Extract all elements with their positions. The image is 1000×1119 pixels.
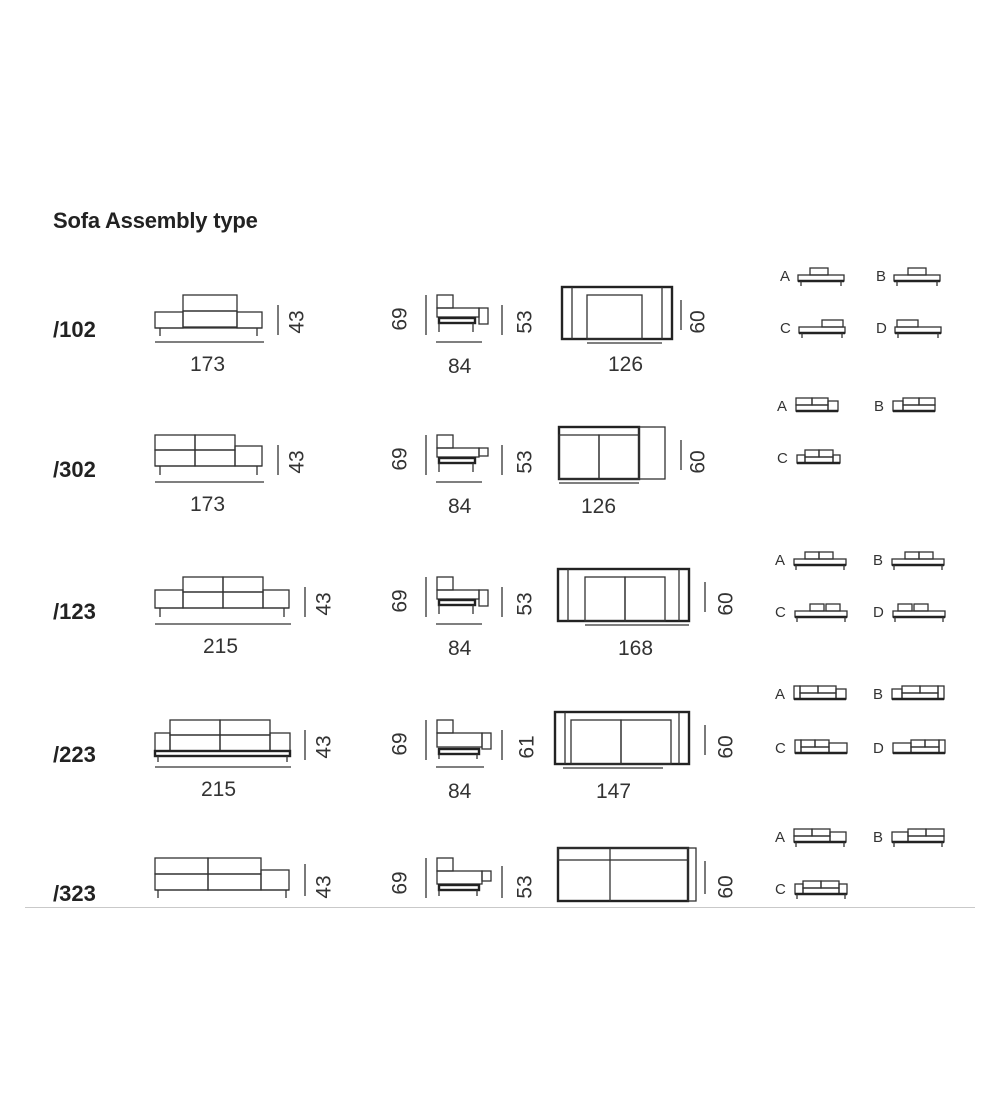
variant-b [873,826,949,848]
side-seat-height-label: 53 [513,310,537,334]
variant-letter: B [874,397,885,415]
variant-letter: C [775,603,786,621]
sofa-variant-icon [892,265,942,287]
sofa-variant-icon [792,601,852,623]
variant-letter: B [873,828,884,846]
top-depth-label: 60 [714,735,738,759]
variant-letter: B [873,551,884,569]
row-code: /123 [53,599,96,624]
front-height-label: 43 [312,875,336,899]
side-view-drawing [420,856,510,906]
variant-a [780,265,846,287]
variant-letter: B [876,267,887,285]
variant-c [775,601,852,623]
side-depth-label: 84 [448,495,472,518]
variant-letter: A [777,397,788,415]
top-depth-label: 60 [686,450,710,474]
assembly-row-223 [0,685,1000,825]
variant-letter: C [780,319,791,337]
front-width-label: 215 [201,778,237,801]
variant-letter: D [876,319,887,337]
side-depth-label: 84 [448,355,472,378]
top-width-label: 126 [608,353,644,376]
side-seat-height-label: 61 [515,735,539,759]
variant-d [876,317,943,339]
assembly-row-123 [0,542,1000,682]
variant-d [873,601,950,623]
sofa-variant-icon [792,878,852,900]
side-depth-label: 84 [448,637,472,660]
front-width-label: 173 [190,493,226,516]
variant-letter: D [873,603,884,621]
variant-d [873,737,950,759]
front-height-label: 43 [312,735,336,759]
top-view-drawing [557,285,707,350]
sofa-variant-icon [890,395,940,417]
variant-letter: D [873,739,884,757]
variant-letter: A [775,828,786,846]
front-width-label: 173 [190,353,226,376]
side-total-height-label: 69 [388,589,412,613]
row-code: /223 [53,742,96,767]
variant-c [775,878,852,900]
sofa-variant-icon [796,265,846,287]
side-total-height-label: 69 [388,871,412,895]
front-width-label: 215 [203,635,239,658]
top-depth-label: 60 [686,310,710,334]
side-view-drawing [420,715,510,775]
variant-c [777,447,844,469]
page-title: Sofa Assembly type [53,208,258,233]
sofa-variant-icon [794,447,844,469]
sofa-variant-icon [791,683,851,705]
sofa-variant-icon [889,549,949,571]
top-depth-label: 60 [714,875,738,899]
assembly-row-323 [0,826,1000,966]
front-height-label: 43 [312,592,336,616]
variant-letter: C [775,739,786,757]
side-seat-height-label: 53 [513,592,537,616]
top-width-label: 147 [596,780,632,803]
assembly-row-102 [0,260,1000,400]
variant-letter: A [780,267,791,285]
variant-b [873,549,949,571]
side-total-height-label: 69 [388,307,412,331]
side-view-drawing [420,290,510,350]
front-height-label: 43 [285,450,309,474]
variant-b [876,265,942,287]
top-width-label: 126 [581,495,617,518]
variant-b [873,683,949,705]
row-code: /302 [53,457,96,482]
variant-letter: A [775,685,786,703]
sofa-variant-icon [791,826,851,848]
sofa-variant-icon [890,601,950,623]
side-depth-label: 84 [448,780,472,803]
sofa-variant-icon [791,549,851,571]
side-total-height-label: 69 [388,447,412,471]
variant-a [775,683,851,705]
side-seat-height-label: 53 [513,450,537,474]
assembly-row-302 [0,397,1000,540]
top-depth-label: 60 [714,592,738,616]
variant-a [775,549,851,571]
side-view-drawing [420,430,510,490]
sofa-variant-icon [890,737,950,759]
sofa-variant-icon [889,683,949,705]
front-height-label: 43 [285,310,309,334]
variant-letter: A [775,551,786,569]
bottom-divider [25,907,975,908]
variant-letter: C [777,449,788,467]
variant-c [775,737,852,759]
sofa-variant-icon [792,737,852,759]
variant-a [777,395,843,417]
variant-letter: B [873,685,884,703]
sofa-variant-icon [793,395,843,417]
sofa-variant-icon [797,317,847,339]
side-seat-height-label: 53 [513,875,537,899]
row-code: /323 [53,881,96,906]
variant-letter: C [775,880,786,898]
top-view-drawing [557,425,707,490]
variant-a [775,826,851,848]
side-total-height-label: 69 [388,732,412,756]
variant-c [780,317,847,339]
top-width-label: 168 [618,637,654,660]
variant-b [874,395,940,417]
row-code: /102 [53,317,96,342]
side-view-drawing [420,572,510,632]
sofa-variant-icon [889,826,949,848]
sofa-variant-icon [893,317,943,339]
